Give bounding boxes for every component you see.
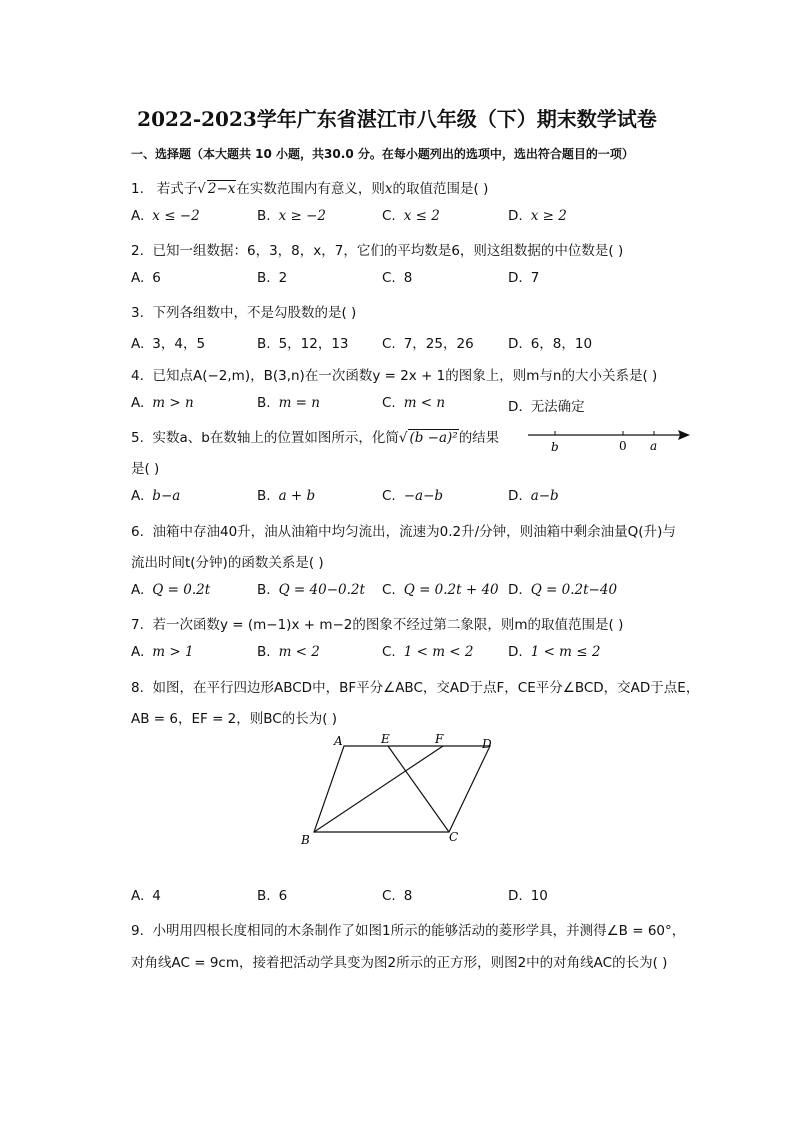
- question-5-stem-cont: [131, 457, 159, 477]
- question-3-options: [131, 332, 731, 352]
- question-text: 下列各组数中，不是勾股数的是( ): [152, 305, 357, 321]
- option-c[interactable]: C. Q = 0.2t + 40: [382, 582, 499, 598]
- option-b[interactable]: B. x ≥ −2: [257, 208, 326, 224]
- question-number: 4.: [131, 368, 144, 384]
- parallelogram-figure: [296, 728, 502, 850]
- question-6-stem-cont: [131, 551, 324, 571]
- label-b: B: [301, 833, 310, 847]
- option-d[interactable]: D. 10: [508, 888, 548, 904]
- question-text: 小明用四根长度相同的木条制作了如图1所示的能够活动的菱形学具，并测得∠B = 60°，: [152, 923, 686, 939]
- question-number: 9.: [131, 923, 144, 939]
- option-a[interactable]: A. b−a: [131, 488, 181, 504]
- number-line-figure: [528, 425, 693, 457]
- question-2-options: [131, 270, 731, 290]
- variable: x: [384, 181, 393, 197]
- sqrt-sign: √: [398, 430, 408, 446]
- question-text: 已知点A(−2,m)，B(3,n)在一次函数y = 2x + 1的图象上，则m与n的大小关系是( ): [152, 368, 658, 384]
- option-b[interactable]: B. m < 2: [257, 644, 320, 660]
- option-d[interactable]: D. a−b: [508, 488, 559, 504]
- option-d[interactable]: D. 1 < m ≤ 2: [508, 644, 601, 660]
- question-text: 流出时间t(分钟)的函数关系是( ): [131, 555, 324, 571]
- option-a[interactable]: A. 4: [131, 888, 161, 904]
- question-number: 6.: [131, 524, 144, 540]
- option-c[interactable]: C. −a−b: [382, 488, 444, 504]
- question-8-options: [131, 888, 731, 908]
- question-text: 若一次函数y = (m−1)x + m−2的图象不经过第二象限，则m的取值范围是( ): [152, 617, 624, 633]
- question-text: 的取值范围是( ): [392, 181, 489, 197]
- question-number: 2.: [131, 243, 144, 259]
- question-text: 油箱中存油40升，油从油箱中均匀流出，流速为0.2升/分钟，则油箱中剩余油量Q(升)与: [152, 524, 676, 540]
- question-text: 实数a、b在数轴上的位置如图所示，化简: [152, 430, 399, 446]
- option-c[interactable]: C. x ≤ 2: [382, 208, 440, 224]
- question-5-stem: [131, 426, 499, 446]
- question-9-stem: [131, 919, 685, 939]
- question-1-stem: [131, 177, 488, 197]
- question-2-stem: [131, 239, 623, 259]
- option-a[interactable]: A. Q = 0.2t: [131, 582, 211, 598]
- segment-ce: [388, 746, 449, 832]
- question-number: 5.: [131, 430, 144, 446]
- label-a: A: [334, 734, 343, 748]
- question-6-options: [131, 582, 731, 602]
- option-d[interactable]: D. 6，8，10: [508, 336, 593, 352]
- exam-title: 2022-2023学年广东省湛江市八年级（下）期末数学试卷: [137, 107, 657, 131]
- question-number: 7.: [131, 617, 144, 633]
- question-4-options: [131, 395, 731, 415]
- question-number: 3.: [131, 305, 144, 321]
- option-a[interactable]: A. 6: [131, 270, 161, 286]
- question-number: 1.: [131, 181, 144, 197]
- question-text: 在实数范围内有意义，则: [236, 181, 385, 197]
- question-text: 已知一组数据：6，3，8，x，7，它们的平均数是6，则这组数据的中位数是( ): [152, 243, 624, 259]
- question-text: 若式子: [156, 181, 198, 197]
- question-7-stem: [131, 613, 623, 633]
- label-c: C: [449, 830, 459, 844]
- question-1-options: [131, 208, 731, 228]
- question-text: 对角线AC = 9cm，接着把活动学具变为图2所示的正方形，则图2中的对角线AC的长为( ): [131, 955, 668, 971]
- question-8-stem: [131, 676, 699, 696]
- option-c[interactable]: C. 8: [382, 270, 413, 286]
- option-d[interactable]: D. x ≥ 2: [508, 208, 567, 224]
- option-b[interactable]: B. 5，12，13: [257, 336, 349, 352]
- option-b[interactable]: B. a + b: [257, 488, 316, 504]
- option-a[interactable]: A. m > n: [131, 395, 194, 411]
- option-a[interactable]: A. x ≤ −2: [131, 208, 200, 224]
- label-f: F: [435, 732, 444, 746]
- question-text: 的结果: [458, 430, 500, 446]
- option-d[interactable]: D. 7: [508, 270, 540, 286]
- label-0: 0: [619, 439, 627, 453]
- question-5-options: [131, 488, 731, 508]
- question-4-stem: [131, 364, 657, 384]
- question-text: 如图，在平行四边形ABCD中，BF平分∠ABC，交AD于点F，CE平分∠BCD，交AD于点E，: [152, 680, 700, 696]
- option-b[interactable]: B. 2: [257, 270, 288, 286]
- label-e: E: [381, 732, 390, 746]
- option-a[interactable]: A. 3，4，5: [131, 336, 206, 352]
- option-a[interactable]: A. m > 1: [131, 644, 194, 660]
- question-6-stem: [131, 520, 676, 540]
- label-d: D: [482, 737, 492, 751]
- question-3-stem: [131, 301, 356, 321]
- option-c[interactable]: C. 8: [382, 888, 413, 904]
- option-b[interactable]: B. 6: [257, 888, 288, 904]
- question-9-stem-cont: [131, 951, 667, 971]
- section-heading: 一、选择题（本大题共 10 小题，共30.0 分。在每小题列出的选项中，选出符合题目的一项）: [131, 147, 634, 161]
- label-b: b: [551, 440, 559, 454]
- option-c[interactable]: C. 1 < m < 2: [382, 644, 474, 660]
- option-d[interactable]: D. 无法确定: [508, 399, 585, 415]
- parallelogram-abcd: [314, 746, 490, 832]
- question-text: 是( ): [131, 461, 160, 477]
- option-c[interactable]: C. m < n: [382, 395, 446, 411]
- segment-bf: [314, 746, 443, 832]
- question-8-stem-cont: [131, 707, 337, 727]
- sqrt-sign: √: [197, 181, 206, 197]
- label-a: a: [650, 439, 658, 453]
- radicand: (b −a)²: [409, 430, 458, 446]
- option-c[interactable]: C. 7，25，26: [382, 336, 474, 352]
- option-b[interactable]: B. m = n: [257, 395, 320, 411]
- question-number: 8.: [131, 680, 144, 696]
- option-d[interactable]: D. Q = 0.2t−40: [508, 582, 618, 598]
- radicand: 2−x: [207, 181, 236, 197]
- option-b[interactable]: B. Q = 40−0.2t: [257, 582, 365, 598]
- question-text: AB = 6，EF = 2，则BC的长为( ): [131, 711, 338, 727]
- question-7-options: [131, 644, 731, 664]
